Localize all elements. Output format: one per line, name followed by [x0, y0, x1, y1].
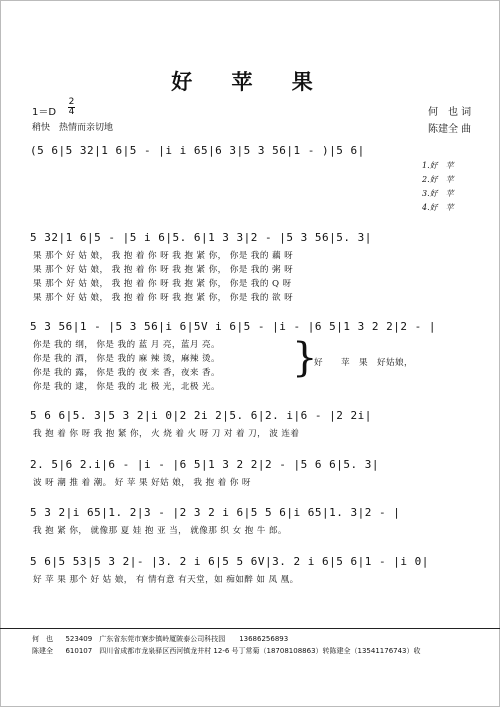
verse-label-1: 1.好 苹 [422, 161, 454, 170]
lyric-line: 果 那个 好 姑 娘， 我 抱 着 你 呀 我 抱 紧 你， 你是 我的 欲 呀 [33, 293, 294, 303]
contact-address: 610107 四川省成都市龙泉驿区西河镇龙井村 12-6 号丁常菊（18708108863）转陈建全（13541176743）收 [65, 647, 421, 655]
lyricist-credit: 何 也 词 [428, 107, 472, 118]
time-signature [68, 98, 75, 117]
contact-address: 523409 广东省东莞市寮步镇岭厦陂泰公司科技园 13686256893 [65, 635, 289, 643]
verse-brace: } [292, 335, 318, 381]
lyric-line: 你是 我的 酒， 你是 我的 麻 辣 烫，麻辣 烫。 [33, 354, 220, 364]
time-signature-top: 2 [68, 97, 75, 107]
tempo-marking: 稍快 热情而亲切地 [32, 123, 114, 133]
lyric-line: 我 抱 着 你 呀 我 抱 紧 你， 火 烧 着 火 呀 刀 对 着 刀， 波 连着 [33, 429, 300, 439]
notation-system-4: 5 6 6|5. 3|5 3 2|i 0|2 2i 2|5. 6|2. i|6 - |2 2i| [30, 409, 372, 422]
notation-system-1: (5 6|5 32|1 6|5 - |i i 65|6 3|5 3 56|1 - )|5 6| [30, 144, 365, 157]
verse-label-4: 4.好 苹 [422, 203, 454, 212]
lyric-line: 我 抱 紧 你， 就像那 夏 娃 抱 亚 当， 就像那 织 女 抱 牛 郎。 [33, 526, 287, 536]
verse-label-2: 2.好 苹 [422, 175, 454, 184]
key-signature: 1＝D [32, 107, 57, 118]
lyric-line: 好 苹 果 那个 好 姑 娘， 有 情有意 有天堂，如 痴如醉 如 凤 凰。 [33, 575, 299, 585]
contact-name: 何 也 [32, 635, 53, 643]
verse-label-3: 3.好 苹 [422, 189, 454, 198]
lyric-line: 波 呀 潮 推 着 潮。 好 苹 果 好姑 娘， 我 抱 着 你 呀 [33, 478, 251, 488]
time-signature-bottom: 4 [68, 107, 75, 117]
refrain-lyric: 好 苹 果 好姑娘， [314, 358, 413, 368]
footer-contact-1 [32, 634, 288, 644]
notation-system-3: 5 3 56|1 - |5 3 56|i 6|5V i 6|5 - |i - |6 5|1 3 2 2|2 - | [30, 320, 436, 333]
notation-system-7: 5 6|5 53|5 3 2|- |3. 2 i 6|5 5 6V|3. 2 i 6|5 6|1 - |i 0| [30, 555, 429, 568]
notation-system-5: 2. 5|6 2.i|6 - |i - |6 5|1 3 2 2|2 - |5 6 6|5. 3| [30, 458, 380, 471]
footer-rule [0, 628, 500, 629]
notation-system-6: 5 3 2|i 65|1. 2|3 - |2 3 2 i 6|5 5 6|i 65|1. 3|2 - | [30, 506, 401, 519]
lyric-line: 果 那个 好 姑 娘， 我 抱 着 你 呀 我 抱 紧 你， 你是 我的 藕 呀 [33, 251, 294, 261]
lyric-line: 果 那个 好 姑 娘， 我 抱 着 你 呀 我 抱 紧 你， 你是 我的 Q 呀 [33, 279, 292, 289]
lyric-line: 你是 我的 逮， 你是 我的 北 极 光，北极 光。 [33, 382, 220, 392]
notation-system-2: 5 32|1 6|5 - |5 i 6|5. 6|1 3 3|2 - |5 3 56|5. 3| [30, 231, 372, 244]
footer-contact-2 [32, 646, 421, 656]
song-title: 好 苹 果 [171, 69, 329, 94]
lyric-line: 果 那个 好 姑 娘， 我 抱 着 你 呀 我 抱 紧 你， 你是 我的 粥 呀 [33, 265, 294, 275]
composer-credit: 陈建全 曲 [428, 124, 472, 135]
lyric-line: 你是 我的 纲， 你是 我的 蓝 月 亮，蓝月 亮。 [33, 340, 220, 350]
contact-name: 陈建全 [32, 647, 53, 655]
lyric-line: 你是 我的 露， 你是 我的 夜 来 香，夜来 香。 [33, 368, 220, 378]
